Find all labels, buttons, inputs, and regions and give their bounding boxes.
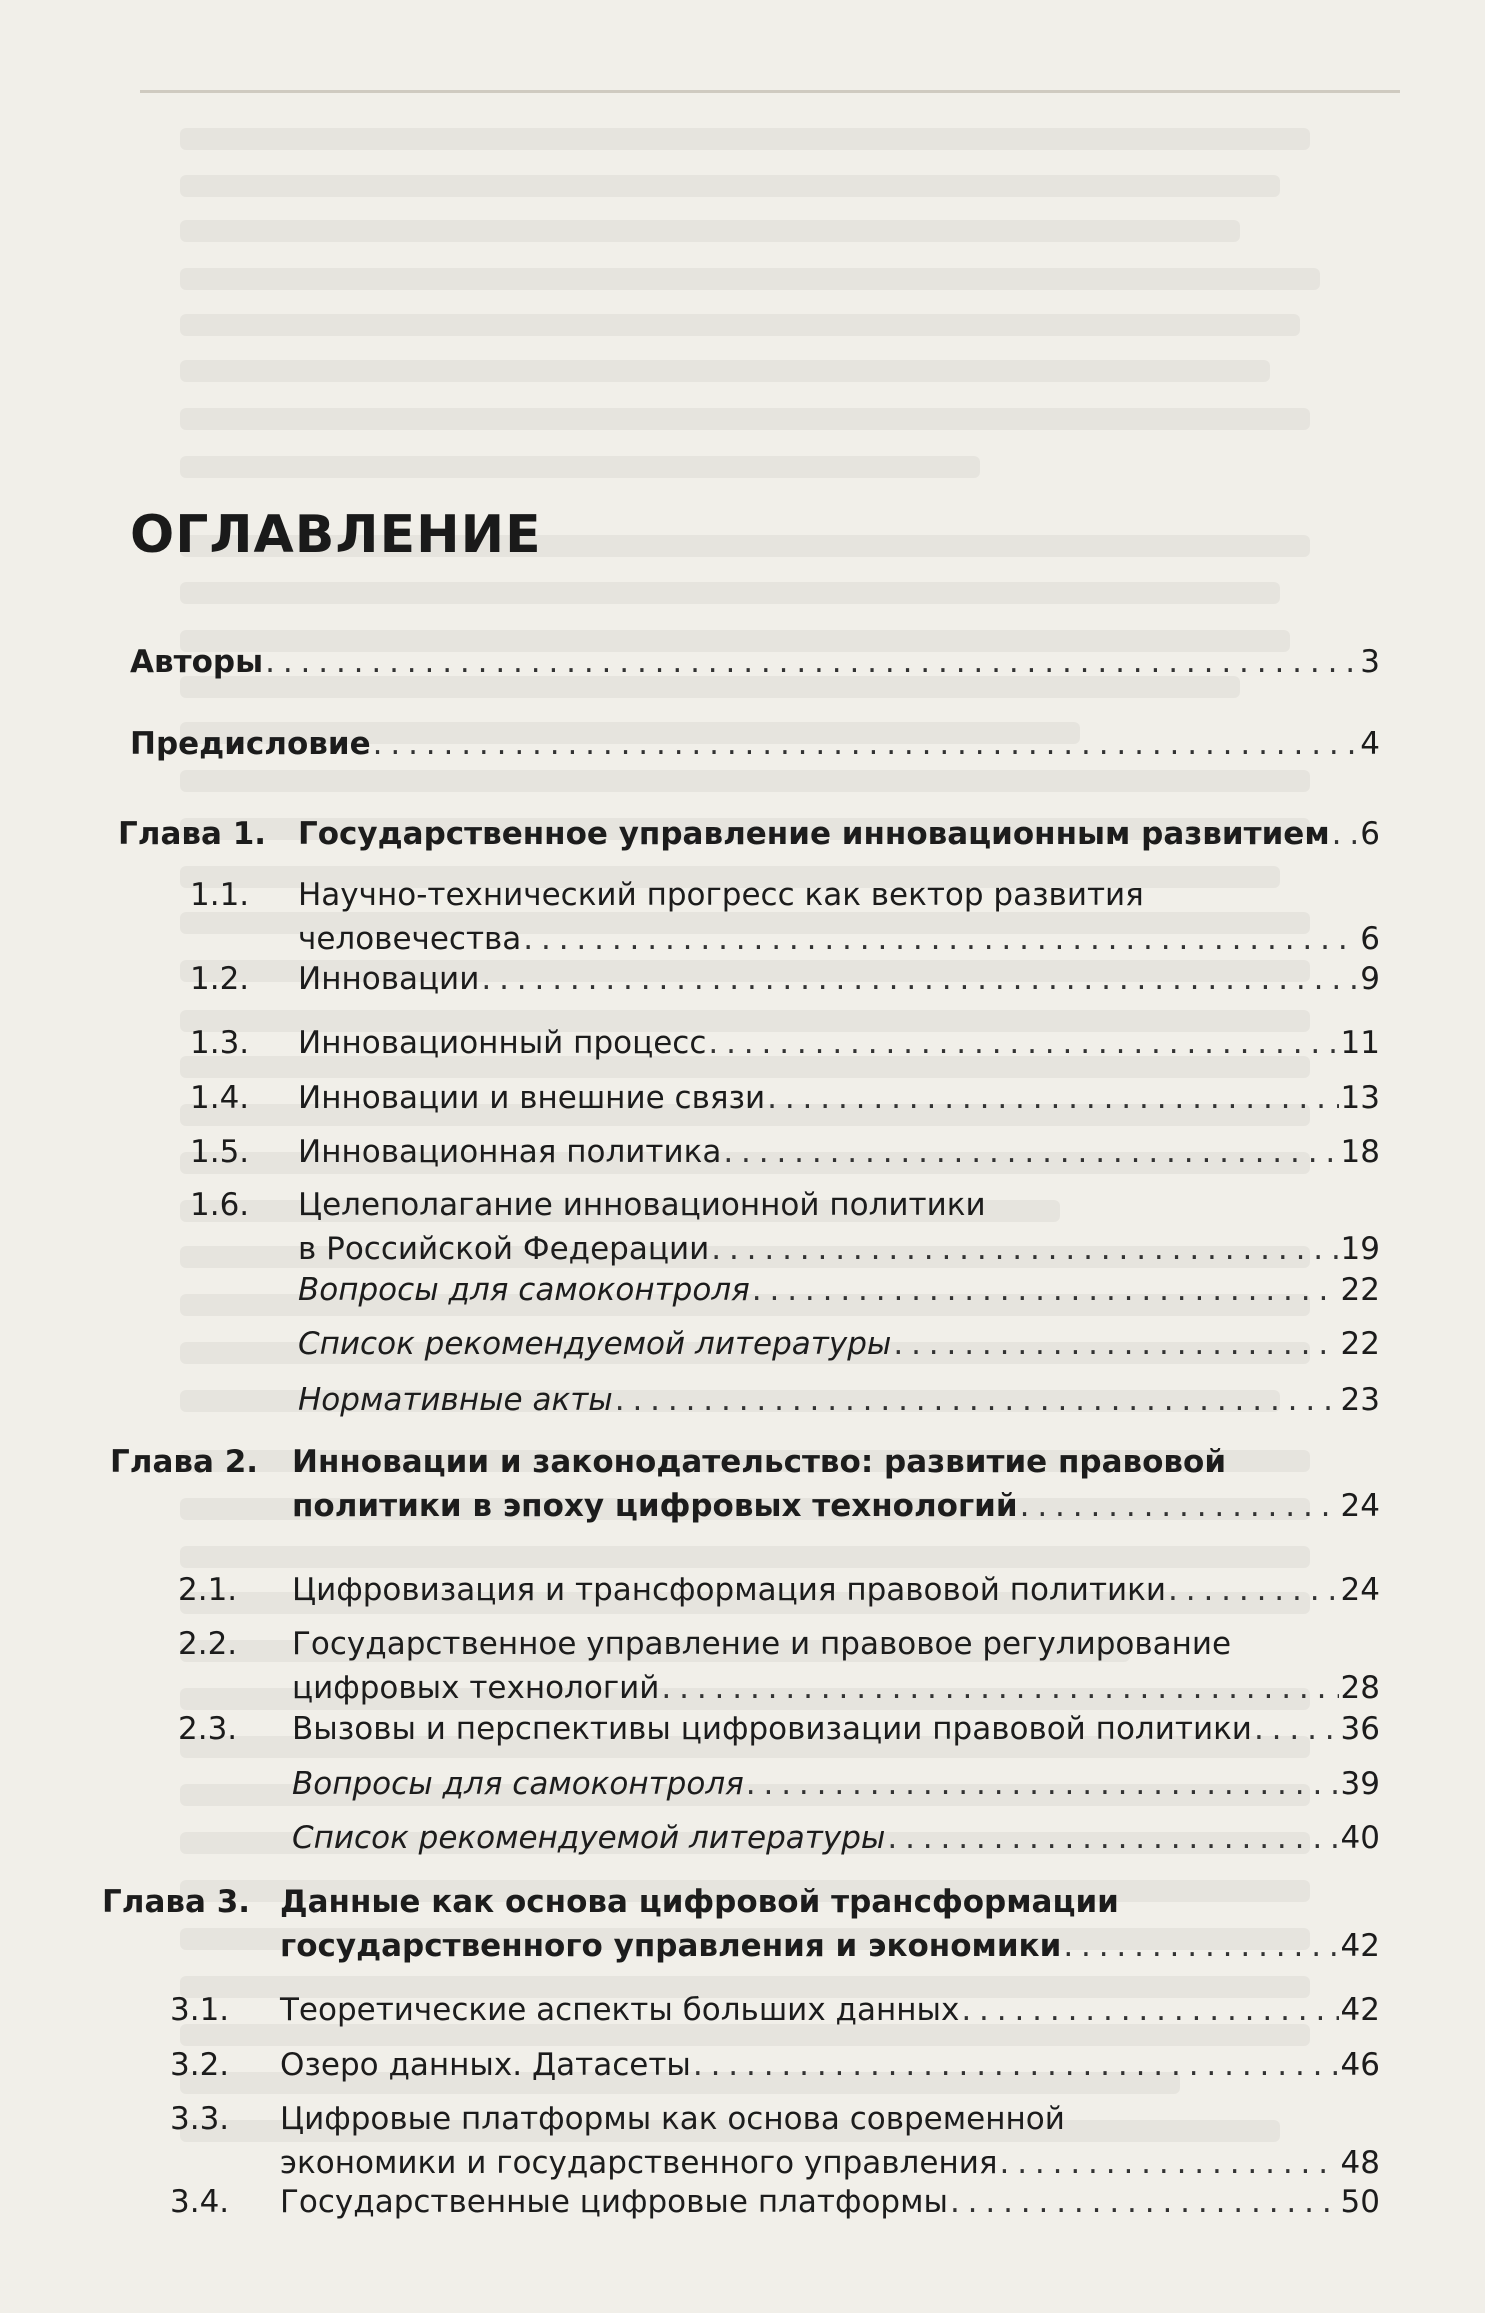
- dot-leader: [1000, 2141, 1339, 2185]
- toc-title: Вызовы и перспективы цифровизации правовой политики: [292, 1711, 1252, 1747]
- toc-title: Озеро данных. Датасеты: [280, 2047, 691, 2083]
- toc-page-number: 22: [1340, 1272, 1380, 1308]
- toc-number: 3.3.: [170, 2101, 230, 2137]
- toc-page-number: 50: [1340, 2184, 1380, 2220]
- toc-page-number: 24: [1340, 1488, 1380, 1524]
- toc-title: Предисловие: [130, 726, 371, 762]
- dot-leader: [693, 2043, 1339, 2087]
- toc-title: Авторы: [130, 644, 264, 680]
- dot-leader: [708, 1021, 1338, 1065]
- toc-title-line1: Инновации и законодательство: развитие правовой: [292, 1444, 1227, 1480]
- toc-number: 3.1.: [170, 1992, 230, 2028]
- toc-title: Цифровизация и трансформация правовой политики: [292, 1572, 1167, 1608]
- toc-page-number: 13: [1340, 1080, 1380, 1116]
- toc-title-line1: Государственное управление и правовое регулирование: [292, 1626, 1232, 1662]
- toc-page-number: 36: [1340, 1711, 1380, 1747]
- toc-title: Список рекомендуемой литературы: [298, 1326, 892, 1362]
- dot-leader: [1020, 1484, 1339, 1528]
- toc-page-number: 23: [1340, 1382, 1380, 1418]
- toc-number: 3.4.: [170, 2184, 230, 2220]
- dot-leader: [1254, 1707, 1339, 1751]
- toc-heading: ОГЛАВЛЕНИЕ: [130, 505, 542, 565]
- dot-leader: [723, 1130, 1338, 1174]
- toc-title-line2: человечества: [298, 921, 522, 957]
- toc-title: Вопросы для самоконтроля: [292, 1766, 744, 1802]
- toc-page-number: 22: [1340, 1326, 1380, 1362]
- toc-number: 2.1.: [178, 1572, 238, 1608]
- toc-title: Инновационная политика: [298, 1134, 722, 1170]
- toc-page-number: 24: [1340, 1572, 1380, 1608]
- toc-page-number: 40: [1340, 1820, 1380, 1856]
- dot-leader: [1063, 1924, 1338, 1968]
- toc-title: Инновационный процесс: [298, 1025, 707, 1061]
- dot-leader: [950, 2180, 1339, 2224]
- toc-page-number: 19: [1340, 1231, 1380, 1267]
- toc-title-line1: Данные как основа цифровой трансформации: [280, 1884, 1119, 1920]
- toc-title-line1: Целеполагание инновационной политики: [298, 1187, 986, 1223]
- toc-page-number: 42: [1340, 1928, 1380, 1964]
- dot-leader: [481, 957, 1358, 1001]
- toc-number: 1.1.: [190, 877, 250, 913]
- toc-title: Государственное управление инновационным развитием: [298, 816, 1330, 852]
- toc-page-number: 6: [1360, 816, 1380, 852]
- toc-number: Глава 3.: [102, 1884, 251, 1920]
- toc-title-line2: экономики и государственного управления: [280, 2145, 998, 2181]
- toc-number: 1.3.: [190, 1025, 250, 1061]
- toc-title-line1: Цифровые платформы как основа современной: [280, 2101, 1065, 2137]
- dot-leader: [265, 640, 1358, 684]
- toc-title-line2: в Российской Федерации: [298, 1231, 710, 1267]
- toc-number: 1.2.: [190, 961, 250, 997]
- toc-title: Инновации: [298, 961, 480, 997]
- toc-title: Инновации и внешние связи: [298, 1080, 766, 1116]
- toc-title-line1: Научно-технический прогресс как вектор развития: [298, 877, 1144, 913]
- toc-page-number: 39: [1340, 1766, 1380, 1802]
- toc-number: Глава 1.: [118, 816, 267, 852]
- toc-number: Глава 2.: [110, 1444, 259, 1480]
- toc-page-number: 18: [1340, 1134, 1380, 1170]
- toc-page-number: 9: [1360, 961, 1380, 997]
- dot-leader: [752, 1268, 1339, 1312]
- toc-title: Нормативные акты: [298, 1382, 613, 1418]
- dot-leader: [746, 1762, 1339, 1806]
- dot-leader: [1168, 1568, 1339, 1612]
- toc-title: Теоретические аспекты больших данных: [280, 1992, 960, 2028]
- toc-title: Список рекомендуемой литературы: [292, 1820, 886, 1856]
- toc-page-number: 42: [1340, 1992, 1380, 2028]
- toc-page-number: 4: [1360, 726, 1380, 762]
- toc-number: 1.4.: [190, 1080, 250, 1116]
- dot-leader: [893, 1322, 1338, 1366]
- toc-number: 2.3.: [178, 1711, 238, 1747]
- dot-leader: [1332, 812, 1359, 856]
- dot-leader: [615, 1378, 1339, 1422]
- toc-title-line2: государственного управления и экономики: [280, 1928, 1062, 1964]
- dot-leader: [373, 722, 1359, 766]
- toc-number: 3.2.: [170, 2047, 230, 2083]
- toc-page-number: 11: [1340, 1025, 1380, 1061]
- toc-number: 1.5.: [190, 1134, 250, 1170]
- dot-leader: [961, 1988, 1338, 2032]
- toc-title-line2: политики в эпоху цифровых технологий: [292, 1488, 1018, 1524]
- toc-number: 2.2.: [178, 1626, 238, 1662]
- header-rule: [140, 90, 1400, 93]
- toc-title-line2: цифровых технологий: [292, 1670, 660, 1706]
- dot-leader: [767, 1076, 1338, 1120]
- toc-page-number: 46: [1340, 2047, 1380, 2083]
- toc-title: Вопросы для самоконтроля: [298, 1272, 750, 1308]
- dot-leader: [887, 1816, 1338, 1860]
- toc-page-number: 6: [1360, 921, 1380, 957]
- dot-leader: [661, 1666, 1338, 1710]
- dot-leader: [711, 1227, 1338, 1271]
- dot-leader: [523, 917, 1358, 961]
- toc-number: 1.6.: [190, 1187, 250, 1223]
- toc-title: Государственные цифровые платформы: [280, 2184, 948, 2220]
- toc-page-number: 28: [1340, 1670, 1380, 1706]
- toc-page-number: 3: [1360, 644, 1380, 680]
- toc-page-number: 48: [1340, 2145, 1380, 2181]
